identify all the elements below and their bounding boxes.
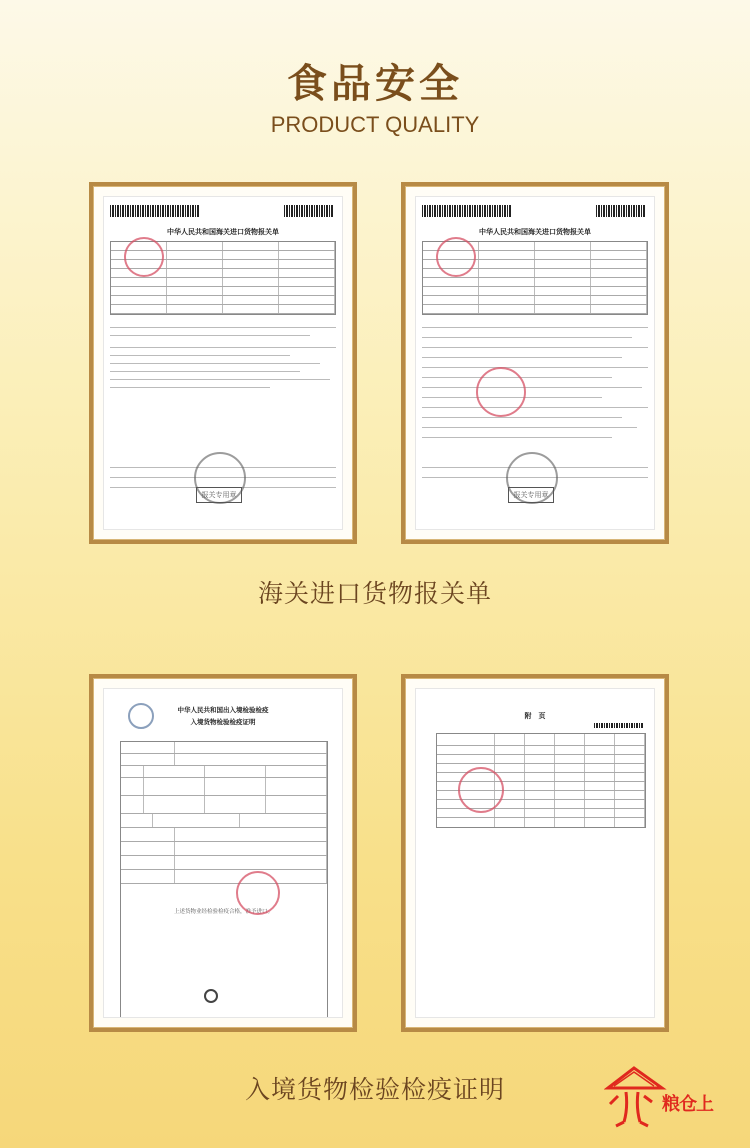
red-seal-icon — [236, 871, 280, 915]
document-frame-customs-right — [401, 182, 669, 544]
red-seal-icon — [124, 237, 164, 277]
brand-logo-text: 粮仓上 — [662, 1094, 713, 1115]
document-title: 中华人民共和国出入境检验检疫 — [177, 706, 269, 714]
barcode-icon — [422, 205, 512, 217]
document-frame-inspection-right — [401, 674, 669, 1032]
document-title: 中华人民共和国海关进口货物报关单 — [479, 228, 591, 236]
declaration-stamp: 报关专用章 — [196, 487, 242, 503]
barcode-icon — [284, 205, 334, 217]
page-subtitle: PRODUCT QUALITY — [270, 112, 480, 137]
barcode-icon — [594, 723, 644, 728]
document-frame-customs-left — [89, 182, 357, 544]
red-seal-icon — [436, 237, 476, 277]
page-title: 食品安全 — [287, 61, 463, 107]
document-subtitle: 入境货物检验检疫证明 — [190, 718, 256, 726]
brand-logo — [604, 1064, 744, 1128]
document-title: 附 页 — [524, 712, 546, 720]
customs-declaration-document — [103, 196, 343, 530]
document-frame-inspection-left — [89, 674, 357, 1032]
seal-mark-icon — [204, 989, 218, 1003]
inspection-attachment-document — [415, 688, 655, 1018]
red-seal-icon — [458, 767, 504, 813]
barcode-icon — [110, 205, 200, 217]
red-seal-icon — [476, 367, 526, 417]
document-title: 中华人民共和国海关进口货物报关单 — [167, 228, 279, 236]
customs-declaration-document — [415, 196, 655, 530]
certificate-statement: 上述货物业经检验检疫合格，准予进口。 — [174, 909, 274, 915]
section-caption-customs: 海关进口货物报关单 — [257, 579, 492, 608]
section-caption-inspection: 入境货物检验检疫证明 — [244, 1075, 505, 1104]
barcode-icon — [596, 205, 646, 217]
declaration-stamp: 报关专用章 — [508, 487, 554, 503]
certificate-table — [120, 741, 328, 1018]
inspection-certificate-document — [103, 688, 343, 1018]
